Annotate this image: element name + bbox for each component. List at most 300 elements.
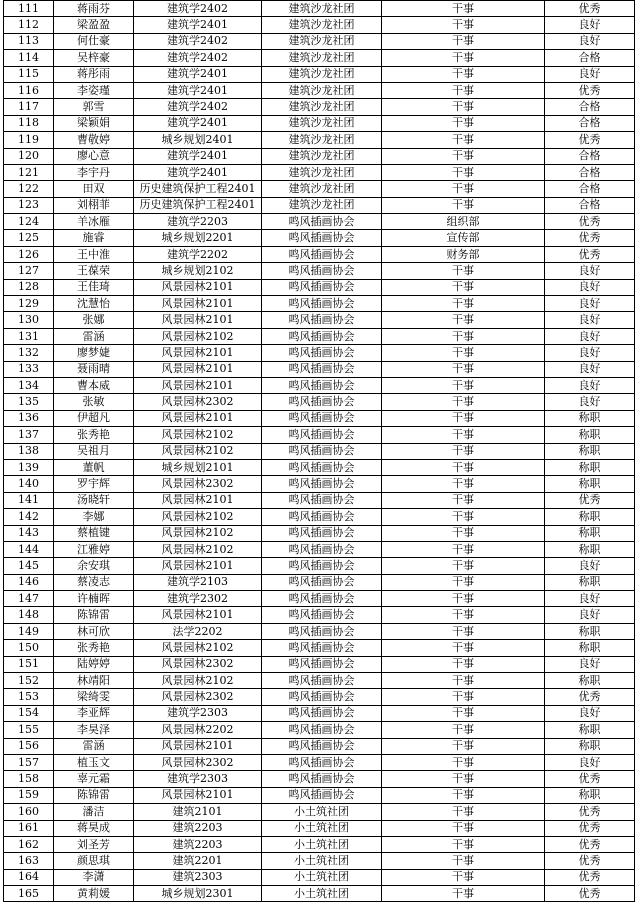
member-name-cell: 颜思琪 bbox=[54, 853, 134, 869]
row-number-cell: 115 bbox=[4, 66, 54, 82]
table-row bbox=[4, 279, 635, 295]
organization-cell: 建筑沙龙社团 bbox=[262, 33, 382, 49]
member-name-cell: 林可欣 bbox=[54, 623, 134, 639]
organization-cell: 小土筑社团 bbox=[262, 820, 382, 836]
row-number-cell: 143 bbox=[4, 525, 54, 541]
rating-cell: 良好 bbox=[545, 607, 635, 623]
organization-cell: 鸣风插画协会 bbox=[262, 705, 382, 721]
position-cell: 干事 bbox=[382, 656, 545, 672]
member-name-cell: 植玉文 bbox=[54, 754, 134, 770]
position-cell: 干事 bbox=[382, 476, 545, 492]
class-cell: 风景园林2101 bbox=[134, 607, 262, 623]
table-row bbox=[4, 869, 635, 885]
table-row bbox=[4, 443, 635, 459]
member-name-cell: 董帆 bbox=[54, 459, 134, 475]
table-row bbox=[4, 787, 635, 803]
organization-cell: 鸣风插画协会 bbox=[262, 754, 382, 770]
rating-cell: 优秀 bbox=[545, 132, 635, 148]
organization-cell: 鸣风插画协会 bbox=[262, 623, 382, 639]
position-cell: 干事 bbox=[382, 771, 545, 787]
organization-cell: 鸣风插画协会 bbox=[262, 689, 382, 705]
member-name-cell: 林靖阳 bbox=[54, 673, 134, 689]
organization-cell: 鸣风插画协会 bbox=[262, 443, 382, 459]
class-cell: 风景园林2102 bbox=[134, 509, 262, 525]
organization-cell: 鸣风插画协会 bbox=[262, 410, 382, 426]
table-row bbox=[4, 623, 635, 639]
class-cell: 风景园林2102 bbox=[134, 443, 262, 459]
table-row bbox=[4, 853, 635, 869]
position-cell: 干事 bbox=[382, 525, 545, 541]
member-name-cell: 沈慧怡 bbox=[54, 296, 134, 312]
member-name-cell: 雷涵 bbox=[54, 738, 134, 754]
row-number-cell: 155 bbox=[4, 722, 54, 738]
table-row bbox=[4, 1, 635, 17]
organization-cell: 鸣风插画协会 bbox=[262, 230, 382, 246]
position-cell: 干事 bbox=[382, 443, 545, 459]
row-number-cell: 114 bbox=[4, 50, 54, 66]
rating-cell: 良好 bbox=[545, 66, 635, 82]
position-cell: 干事 bbox=[382, 279, 545, 295]
position-cell: 干事 bbox=[382, 623, 545, 639]
row-number-cell: 160 bbox=[4, 804, 54, 820]
organization-cell: 鸣风插画协会 bbox=[262, 640, 382, 656]
organization-cell: 建筑沙龙社团 bbox=[262, 82, 382, 98]
member-name-cell: 吴梓豪 bbox=[54, 50, 134, 66]
row-number-cell: 119 bbox=[4, 132, 54, 148]
row-number-cell: 164 bbox=[4, 869, 54, 885]
position-cell: 干事 bbox=[382, 591, 545, 607]
class-cell: 风景园林2302 bbox=[134, 689, 262, 705]
class-cell: 建筑学2401 bbox=[134, 66, 262, 82]
row-number-cell: 161 bbox=[4, 820, 54, 836]
class-cell: 风景园林2101 bbox=[134, 738, 262, 754]
position-cell: 干事 bbox=[382, 361, 545, 377]
row-number-cell: 122 bbox=[4, 181, 54, 197]
table-row bbox=[4, 836, 635, 852]
table-row bbox=[4, 607, 635, 623]
table-row bbox=[4, 345, 635, 361]
rating-cell: 良好 bbox=[545, 705, 635, 721]
rating-cell: 优秀 bbox=[545, 82, 635, 98]
class-cell: 建筑学2302 bbox=[134, 591, 262, 607]
class-cell: 建筑学2402 bbox=[134, 50, 262, 66]
position-cell: 干事 bbox=[382, 181, 545, 197]
table-row bbox=[4, 361, 635, 377]
class-cell: 风景园林2102 bbox=[134, 427, 262, 443]
class-cell: 历史建筑保护工程2401 bbox=[134, 197, 262, 213]
table-row bbox=[4, 148, 635, 164]
table-row bbox=[4, 525, 635, 541]
row-number-cell: 140 bbox=[4, 476, 54, 492]
rating-cell: 称职 bbox=[545, 459, 635, 475]
organization-cell: 鸣风插画协会 bbox=[262, 377, 382, 393]
rating-cell: 合格 bbox=[545, 197, 635, 213]
table-row bbox=[4, 492, 635, 508]
rating-cell: 称职 bbox=[545, 443, 635, 459]
row-number-cell: 132 bbox=[4, 345, 54, 361]
row-number-cell: 159 bbox=[4, 787, 54, 803]
rating-cell: 良好 bbox=[545, 591, 635, 607]
organization-cell: 建筑沙龙社团 bbox=[262, 181, 382, 197]
row-number-cell: 111 bbox=[4, 1, 54, 17]
rating-cell: 称职 bbox=[545, 509, 635, 525]
rating-cell: 合格 bbox=[545, 181, 635, 197]
position-cell: 干事 bbox=[382, 754, 545, 770]
member-name-cell: 黄莉媛 bbox=[54, 886, 134, 902]
organization-cell: 鸣风插画协会 bbox=[262, 574, 382, 590]
organization-cell: 鸣风插画协会 bbox=[262, 771, 382, 787]
class-cell: 风景园林2101 bbox=[134, 296, 262, 312]
rating-cell: 优秀 bbox=[545, 689, 635, 705]
position-cell: 干事 bbox=[382, 722, 545, 738]
organization-cell: 鸣风插画协会 bbox=[262, 722, 382, 738]
rating-cell: 优秀 bbox=[545, 1, 635, 17]
position-cell: 干事 bbox=[382, 312, 545, 328]
row-number-cell: 113 bbox=[4, 33, 54, 49]
rating-cell: 良好 bbox=[545, 263, 635, 279]
class-cell: 建筑学2401 bbox=[134, 82, 262, 98]
table-row bbox=[4, 132, 635, 148]
row-number-cell: 151 bbox=[4, 656, 54, 672]
member-name-cell: 陈锦雷 bbox=[54, 787, 134, 803]
position-cell: 干事 bbox=[382, 820, 545, 836]
table-row bbox=[4, 230, 635, 246]
position-cell: 财务部 bbox=[382, 246, 545, 262]
rating-cell: 优秀 bbox=[545, 492, 635, 508]
row-number-cell: 134 bbox=[4, 377, 54, 393]
member-name-cell: 蒋昊成 bbox=[54, 820, 134, 836]
member-name-cell: 潘洁 bbox=[54, 804, 134, 820]
member-name-cell: 羊冰雁 bbox=[54, 214, 134, 230]
organization-cell: 建筑沙龙社团 bbox=[262, 17, 382, 33]
class-cell: 风景园林2101 bbox=[134, 492, 262, 508]
rating-cell: 合格 bbox=[545, 115, 635, 131]
position-cell: 干事 bbox=[382, 148, 545, 164]
table-row bbox=[4, 722, 635, 738]
member-name-cell: 何仕豪 bbox=[54, 33, 134, 49]
organization-cell: 鸣风插画协会 bbox=[262, 361, 382, 377]
row-number-cell: 156 bbox=[4, 738, 54, 754]
position-cell: 干事 bbox=[382, 689, 545, 705]
class-cell: 风景园林2202 bbox=[134, 722, 262, 738]
table-body bbox=[4, 1, 635, 902]
position-cell: 干事 bbox=[382, 541, 545, 557]
table-row bbox=[4, 99, 635, 115]
row-number-cell: 117 bbox=[4, 99, 54, 115]
row-number-cell: 157 bbox=[4, 754, 54, 770]
member-name-cell: 伊超凡 bbox=[54, 410, 134, 426]
table-row bbox=[4, 33, 635, 49]
row-number-cell: 128 bbox=[4, 279, 54, 295]
member-name-cell: 廖梦婕 bbox=[54, 345, 134, 361]
row-number-cell: 121 bbox=[4, 164, 54, 180]
organization-cell: 鸣风插画协会 bbox=[262, 787, 382, 803]
class-cell: 历史建筑保护工程2401 bbox=[134, 181, 262, 197]
table-row bbox=[4, 689, 635, 705]
table-row bbox=[4, 197, 635, 213]
class-cell: 风景园林2101 bbox=[134, 312, 262, 328]
organization-cell: 小土筑社团 bbox=[262, 853, 382, 869]
table-row bbox=[4, 427, 635, 443]
row-number-cell: 141 bbox=[4, 492, 54, 508]
class-cell: 城乡规划2101 bbox=[134, 459, 262, 475]
table-row bbox=[4, 705, 635, 721]
member-name-cell: 曹本威 bbox=[54, 377, 134, 393]
member-name-cell: 汤晓轩 bbox=[54, 492, 134, 508]
table-row bbox=[4, 410, 635, 426]
member-name-cell: 刘圣芳 bbox=[54, 836, 134, 852]
member-name-cell: 陈锦雷 bbox=[54, 607, 134, 623]
member-name-cell: 李娜 bbox=[54, 509, 134, 525]
table-row bbox=[4, 296, 635, 312]
member-name-cell: 李姿瑾 bbox=[54, 82, 134, 98]
member-name-cell: 蒋雨芬 bbox=[54, 1, 134, 17]
position-cell: 干事 bbox=[382, 82, 545, 98]
class-cell: 风景园林2302 bbox=[134, 476, 262, 492]
row-number-cell: 129 bbox=[4, 296, 54, 312]
class-cell: 城乡规划2401 bbox=[134, 132, 262, 148]
member-name-cell: 李潇 bbox=[54, 869, 134, 885]
table-row bbox=[4, 17, 635, 33]
position-cell: 干事 bbox=[382, 640, 545, 656]
member-name-cell: 王佳琦 bbox=[54, 279, 134, 295]
position-cell: 干事 bbox=[382, 459, 545, 475]
position-cell: 干事 bbox=[382, 836, 545, 852]
position-cell: 干事 bbox=[382, 509, 545, 525]
rating-cell: 称职 bbox=[545, 673, 635, 689]
row-number-cell: 165 bbox=[4, 886, 54, 902]
member-name-cell: 王中淮 bbox=[54, 246, 134, 262]
member-name-cell: 王葆荣 bbox=[54, 263, 134, 279]
table-row bbox=[4, 164, 635, 180]
table-row bbox=[4, 263, 635, 279]
organization-cell: 鸣风插画协会 bbox=[262, 591, 382, 607]
rating-cell: 良好 bbox=[545, 279, 635, 295]
row-number-cell: 125 bbox=[4, 230, 54, 246]
organization-cell: 鸣风插画协会 bbox=[262, 246, 382, 262]
class-cell: 风景园林2102 bbox=[134, 328, 262, 344]
rating-cell: 称职 bbox=[545, 541, 635, 557]
rating-cell: 良好 bbox=[545, 361, 635, 377]
member-name-cell: 辜元霜 bbox=[54, 771, 134, 787]
member-name-cell: 张秀艳 bbox=[54, 640, 134, 656]
row-number-cell: 120 bbox=[4, 148, 54, 164]
organization-cell: 鸣风插画协会 bbox=[262, 656, 382, 672]
row-number-cell: 149 bbox=[4, 623, 54, 639]
table-row bbox=[4, 804, 635, 820]
member-name-cell: 吴祖月 bbox=[54, 443, 134, 459]
member-name-cell: 江雅婷 bbox=[54, 541, 134, 557]
row-number-cell: 136 bbox=[4, 410, 54, 426]
rating-cell: 称职 bbox=[545, 525, 635, 541]
organization-cell: 鸣风插画协会 bbox=[262, 263, 382, 279]
member-name-cell: 郭雪 bbox=[54, 99, 134, 115]
row-number-cell: 146 bbox=[4, 574, 54, 590]
member-name-cell: 施睿 bbox=[54, 230, 134, 246]
table-row bbox=[4, 377, 635, 393]
rating-cell: 优秀 bbox=[545, 771, 635, 787]
member-name-cell: 李宇丹 bbox=[54, 164, 134, 180]
member-name-cell: 许楠晖 bbox=[54, 591, 134, 607]
position-cell: 干事 bbox=[382, 787, 545, 803]
table-row bbox=[4, 591, 635, 607]
class-cell: 风景园林2302 bbox=[134, 754, 262, 770]
rating-cell: 良好 bbox=[545, 345, 635, 361]
rating-cell: 良好 bbox=[545, 754, 635, 770]
class-cell: 建筑2203 bbox=[134, 836, 262, 852]
member-name-cell: 田双 bbox=[54, 181, 134, 197]
class-cell: 风景园林2302 bbox=[134, 656, 262, 672]
class-cell: 建筑学2401 bbox=[134, 17, 262, 33]
class-cell: 建筑学2401 bbox=[134, 148, 262, 164]
organization-cell: 鸣风插画协会 bbox=[262, 607, 382, 623]
table-row bbox=[4, 459, 635, 475]
table-row bbox=[4, 541, 635, 557]
rating-cell: 称职 bbox=[545, 410, 635, 426]
position-cell: 干事 bbox=[382, 738, 545, 754]
position-cell: 干事 bbox=[382, 33, 545, 49]
row-number-cell: 162 bbox=[4, 836, 54, 852]
organization-cell: 小土筑社团 bbox=[262, 804, 382, 820]
member-name-cell: 聂雨晴 bbox=[54, 361, 134, 377]
organization-cell: 鸣风插画协会 bbox=[262, 296, 382, 312]
rating-cell: 称职 bbox=[545, 787, 635, 803]
position-cell: 干事 bbox=[382, 673, 545, 689]
rating-cell: 优秀 bbox=[545, 246, 635, 262]
class-cell: 风景园林2101 bbox=[134, 377, 262, 393]
row-number-cell: 137 bbox=[4, 427, 54, 443]
position-cell: 宣传部 bbox=[382, 230, 545, 246]
row-number-cell: 124 bbox=[4, 214, 54, 230]
row-number-cell: 133 bbox=[4, 361, 54, 377]
row-number-cell: 127 bbox=[4, 263, 54, 279]
rating-cell: 良好 bbox=[545, 656, 635, 672]
rating-cell: 良好 bbox=[545, 377, 635, 393]
class-cell: 风景园林2101 bbox=[134, 558, 262, 574]
rating-cell: 称职 bbox=[545, 623, 635, 639]
table-row bbox=[4, 214, 635, 230]
rating-cell: 合格 bbox=[545, 164, 635, 180]
table-row bbox=[4, 246, 635, 262]
organization-cell: 建筑沙龙社团 bbox=[262, 66, 382, 82]
class-cell: 建筑2203 bbox=[134, 820, 262, 836]
organization-cell: 鸣风插画协会 bbox=[262, 214, 382, 230]
position-cell: 干事 bbox=[382, 17, 545, 33]
rating-cell: 优秀 bbox=[545, 869, 635, 885]
table-row bbox=[4, 738, 635, 754]
organization-cell: 鸣风插画协会 bbox=[262, 427, 382, 443]
position-cell: 干事 bbox=[382, 804, 545, 820]
member-name-cell: 蔡凌志 bbox=[54, 574, 134, 590]
organization-cell: 鸣风插画协会 bbox=[262, 279, 382, 295]
organization-cell: 建筑沙龙社团 bbox=[262, 99, 382, 115]
position-cell: 干事 bbox=[382, 869, 545, 885]
organization-cell: 建筑沙龙社团 bbox=[262, 50, 382, 66]
organization-cell: 建筑沙龙社团 bbox=[262, 197, 382, 213]
organization-cell: 鸣风插画协会 bbox=[262, 459, 382, 475]
class-cell: 风景园林2102 bbox=[134, 673, 262, 689]
organization-cell: 鸣风插画协会 bbox=[262, 509, 382, 525]
rating-cell: 称职 bbox=[545, 722, 635, 738]
member-name-cell: 曹敬婷 bbox=[54, 132, 134, 148]
row-number-cell: 142 bbox=[4, 509, 54, 525]
organization-cell: 鸣风插画协会 bbox=[262, 525, 382, 541]
rating-cell: 优秀 bbox=[545, 886, 635, 902]
row-number-cell: 112 bbox=[4, 17, 54, 33]
position-cell: 干事 bbox=[382, 132, 545, 148]
organization-cell: 鸣风插画协会 bbox=[262, 738, 382, 754]
rating-cell: 称职 bbox=[545, 574, 635, 590]
class-cell: 风景园林2101 bbox=[134, 787, 262, 803]
rating-cell: 称职 bbox=[545, 476, 635, 492]
row-number-cell: 123 bbox=[4, 197, 54, 213]
row-number-cell: 139 bbox=[4, 459, 54, 475]
row-number-cell: 152 bbox=[4, 673, 54, 689]
organization-cell: 鸣风插画协会 bbox=[262, 312, 382, 328]
position-cell: 干事 bbox=[382, 394, 545, 410]
organization-cell: 鸣风插画协会 bbox=[262, 328, 382, 344]
position-cell: 干事 bbox=[382, 99, 545, 115]
table-row bbox=[4, 115, 635, 131]
position-cell: 干事 bbox=[382, 410, 545, 426]
rating-cell: 良好 bbox=[545, 17, 635, 33]
position-cell: 干事 bbox=[382, 345, 545, 361]
rating-cell: 优秀 bbox=[545, 804, 635, 820]
class-cell: 建筑学2303 bbox=[134, 771, 262, 787]
class-cell: 风景园林2101 bbox=[134, 361, 262, 377]
table-row bbox=[4, 82, 635, 98]
rating-cell: 合格 bbox=[545, 148, 635, 164]
member-evaluation-table bbox=[3, 0, 635, 902]
rating-cell: 良好 bbox=[545, 328, 635, 344]
member-name-cell: 雷涵 bbox=[54, 328, 134, 344]
class-cell: 城乡规划2201 bbox=[134, 230, 262, 246]
organization-cell: 鸣风插画协会 bbox=[262, 673, 382, 689]
row-number-cell: 148 bbox=[4, 607, 54, 623]
class-cell: 风景园林2101 bbox=[134, 345, 262, 361]
row-number-cell: 118 bbox=[4, 115, 54, 131]
rating-cell: 称职 bbox=[545, 640, 635, 656]
row-number-cell: 147 bbox=[4, 591, 54, 607]
rating-cell: 良好 bbox=[545, 33, 635, 49]
table-row bbox=[4, 312, 635, 328]
organization-cell: 鸣风插画协会 bbox=[262, 541, 382, 557]
member-name-cell: 蒋彤雨 bbox=[54, 66, 134, 82]
table-row bbox=[4, 574, 635, 590]
organization-cell: 建筑沙龙社团 bbox=[262, 164, 382, 180]
rating-cell: 优秀 bbox=[545, 820, 635, 836]
position-cell: 干事 bbox=[382, 263, 545, 279]
class-cell: 建筑学2402 bbox=[134, 33, 262, 49]
class-cell: 建筑2101 bbox=[134, 804, 262, 820]
member-name-cell: 张敏 bbox=[54, 394, 134, 410]
table-row bbox=[4, 656, 635, 672]
rating-cell: 良好 bbox=[545, 312, 635, 328]
organization-cell: 鸣风插画协会 bbox=[262, 558, 382, 574]
position-cell: 干事 bbox=[382, 705, 545, 721]
organization-cell: 建筑沙龙社团 bbox=[262, 132, 382, 148]
organization-cell: 鸣风插画协会 bbox=[262, 345, 382, 361]
member-name-cell: 廖心意 bbox=[54, 148, 134, 164]
row-number-cell: 135 bbox=[4, 394, 54, 410]
position-cell: 干事 bbox=[382, 296, 545, 312]
row-number-cell: 126 bbox=[4, 246, 54, 262]
rating-cell: 优秀 bbox=[545, 214, 635, 230]
position-cell: 干事 bbox=[382, 50, 545, 66]
row-number-cell: 163 bbox=[4, 853, 54, 869]
table-row bbox=[4, 509, 635, 525]
table-row bbox=[4, 886, 635, 902]
